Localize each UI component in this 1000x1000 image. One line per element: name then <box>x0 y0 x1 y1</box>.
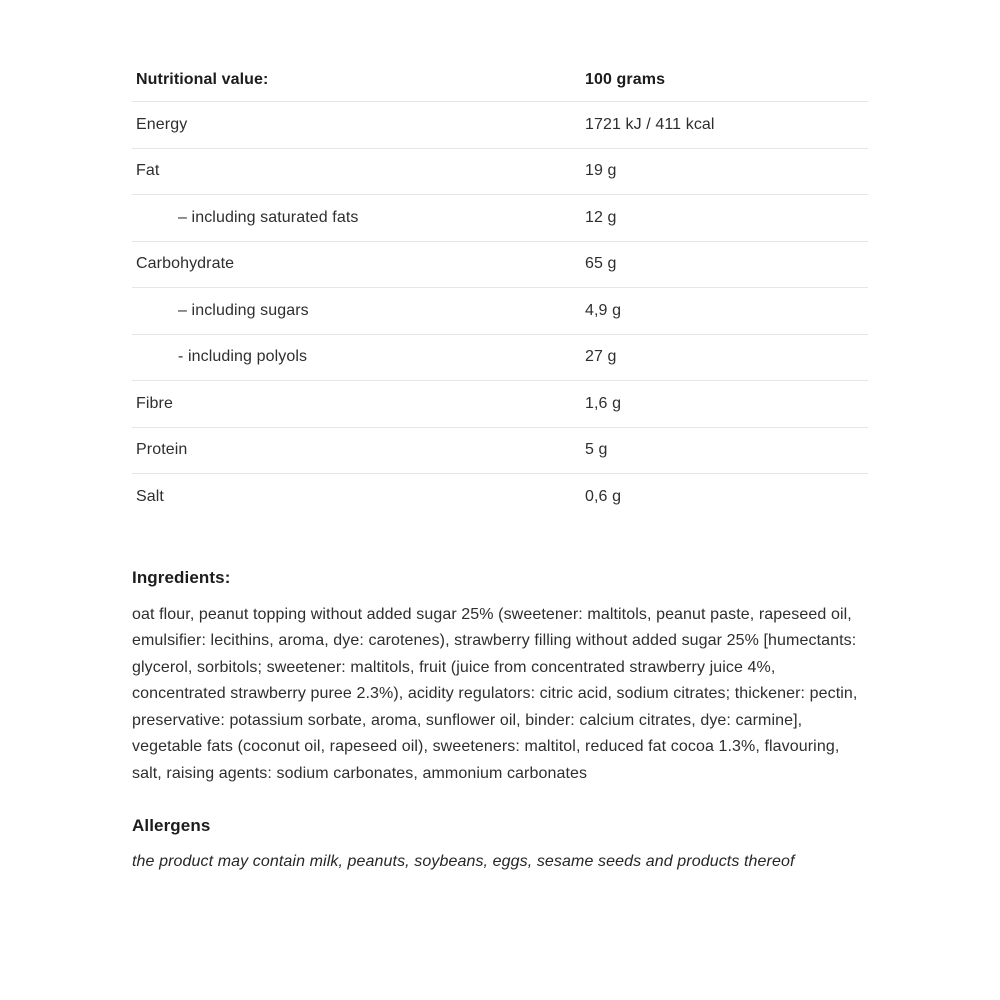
row-value: 5 g <box>585 441 608 459</box>
row-value: 12 g <box>585 208 617 226</box>
table-row <box>132 149 868 196</box>
row-value: 1,6 g <box>585 394 622 412</box>
nutrition-header-value: 100 grams <box>585 70 666 88</box>
row-label: – including sugars <box>178 301 309 319</box>
table-row <box>132 474 868 521</box>
row-label: Carbohydrate <box>136 255 235 273</box>
table-row <box>132 288 868 335</box>
row-value: 1721 kJ / 411 kcal <box>585 115 715 133</box>
row-value: 19 g <box>585 162 617 180</box>
row-label: – including saturated fats <box>178 208 359 226</box>
table-row <box>132 381 868 428</box>
allergens-section <box>132 816 868 875</box>
ingredients-heading: Ingredients: <box>132 567 231 587</box>
allergens-text: the product may contain milk, peanuts, soybeans, eggs, sesame seeds and products thereof <box>132 853 795 870</box>
row-value: 0,6 g <box>585 488 622 506</box>
row-label: Fibre <box>136 394 173 412</box>
table-row <box>132 428 868 475</box>
product-nutrition-page <box>132 0 868 875</box>
table-row <box>132 195 868 242</box>
ingredients-text: oat flour, peanut topping without added sugar 25% (sweetener: maltitols, peanut paste, rapeseed oil, emulsifier: lecithins, aroma, dye: carotenes), strawberry filling without added sugar 25% [humectants: glycerol, sorbitols; sweetener: maltitols, fruit (juice from concentrated strawberry juice 4%, concentrated strawberry puree 2.3%), acidity regulators: citric acid, sodium citrates; thickener: pectin, preservative: potassium sorbate, aroma, sunflower oil, binder: calcium citrates, dye: carmine], vegetable fats (coconut oil, rapeseed oil), sweeteners: maltitol, reduced fat cocoa 1.3%, flavouring, salt, raising agents: sodium carbonates, ammonium carbonates <box>132 605 858 782</box>
table-row <box>132 242 868 289</box>
table-row <box>132 102 868 149</box>
nutrition-header-label: Nutritional value: <box>136 70 269 88</box>
row-value: 27 g <box>585 348 617 366</box>
row-label: Salt <box>136 488 164 506</box>
nutrition-table-header <box>132 58 868 102</box>
ingredients-section <box>132 568 868 788</box>
row-value: 65 g <box>585 255 617 273</box>
row-label: Protein <box>136 441 188 459</box>
table-row <box>132 335 868 382</box>
row-label: Energy <box>136 115 188 133</box>
nutrition-table <box>132 58 868 521</box>
row-label: Fat <box>136 162 160 180</box>
row-value: 4,9 g <box>585 301 622 319</box>
nutrition-rows <box>132 102 868 521</box>
allergens-heading: Allergens <box>132 816 211 835</box>
row-label: - including polyols <box>178 348 308 366</box>
